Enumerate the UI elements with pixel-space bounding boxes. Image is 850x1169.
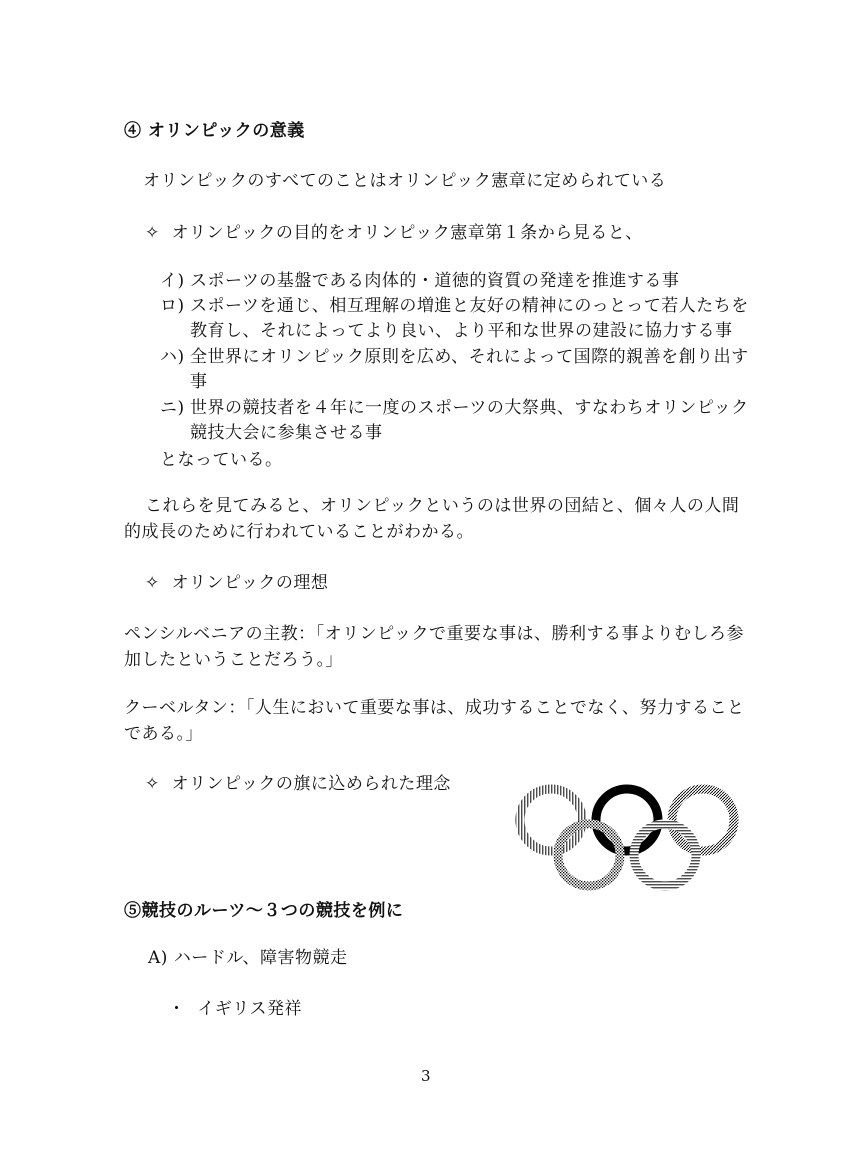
page-number: 3: [421, 1067, 432, 1085]
diamond-bullet-icon: ✧: [145, 774, 160, 794]
summary-line-2: 的成長のために行われていることがわかる。: [124, 522, 474, 542]
purpose-item-ro: [160, 295, 749, 317]
purpose-item-ha: [160, 346, 749, 368]
quote-bishop-line-1: ペンシルベニアの主教：「オリンピックで重要な事は、勝利する事よりむしろ参: [124, 624, 744, 644]
purpose-closing: となっている。: [160, 450, 283, 470]
purpose-label: ハ): [160, 347, 185, 367]
purpose-text-continuation: 競技大会に参集させる事: [190, 423, 383, 443]
ring-left-bottom: [558, 824, 620, 886]
ideal-heading-text: オリンピックの理想: [171, 573, 329, 593]
ring-left-top: [520, 789, 582, 851]
dot-bullet-icon: ・: [168, 999, 186, 1019]
list-item-text: イギリス発祥: [197, 999, 302, 1019]
section-4-heading: ④ オリンピックの意義: [124, 121, 305, 141]
purpose-item-i: [160, 270, 679, 292]
section-4-intro: オリンピックのすべてのことはオリンピック憲章に定められている: [143, 171, 667, 191]
purpose-label: イ): [160, 271, 185, 291]
section-5-subheading: A) ハードル、障害物競走: [148, 948, 348, 968]
ring-right-top: [672, 789, 734, 851]
purpose-text: 世界の競技者を４年に一度のスポーツの大祭典、すなわちオリンピック: [190, 398, 749, 418]
purpose-label: ニ): [160, 398, 185, 418]
purpose-heading: [145, 222, 643, 244]
purpose-text: スポーツを通じ、相互理解の増進と友好の精神にのっとって若人たちを: [190, 296, 749, 316]
section-5-heading: ⑤競技のルーツ～３つの競技を例に: [124, 901, 404, 921]
quote-coubertin-line-1: クーベルタン：「人生において重要な事は、成功することでなく、努力すること: [124, 698, 745, 718]
diamond-bullet-icon: ✧: [145, 223, 160, 243]
quote-coubertin-line-2: である。」: [124, 724, 203, 744]
ring-center-top: [596, 789, 658, 851]
purpose-item-ni: [160, 397, 749, 419]
list-item: [168, 998, 302, 1020]
purpose-text-continuation: 事: [190, 372, 208, 392]
summary-line-1: これらを見てみると、オリンピックというのは世界の団結と、個々人の人間: [145, 496, 740, 516]
purpose-text-continuation: 教育し、それによってより良い、より平和な世界の建設に協力する事: [190, 321, 733, 341]
ideal-heading: [145, 572, 328, 594]
purpose-text: 全世界にオリンピック原則を広め、それによって国際的親善を創り出す: [190, 347, 749, 367]
purpose-text: スポーツの基盤である肉体的・道徳的資質の発達を推進する事: [190, 271, 680, 291]
purpose-heading-text: オリンピックの目的をオリンピック憲章第１条から見ると、: [171, 223, 643, 243]
quote-bishop-line-2: 加したということだろう。」: [124, 650, 343, 670]
diamond-bullet-icon: ✧: [145, 573, 160, 593]
flag-heading-text: オリンピックの旗に込められた理念: [171, 774, 451, 794]
flag-heading: [145, 773, 451, 795]
ring-right-bottom: [634, 824, 696, 886]
olympic-rings-icon: [512, 782, 742, 894]
purpose-label: ロ): [160, 296, 185, 316]
